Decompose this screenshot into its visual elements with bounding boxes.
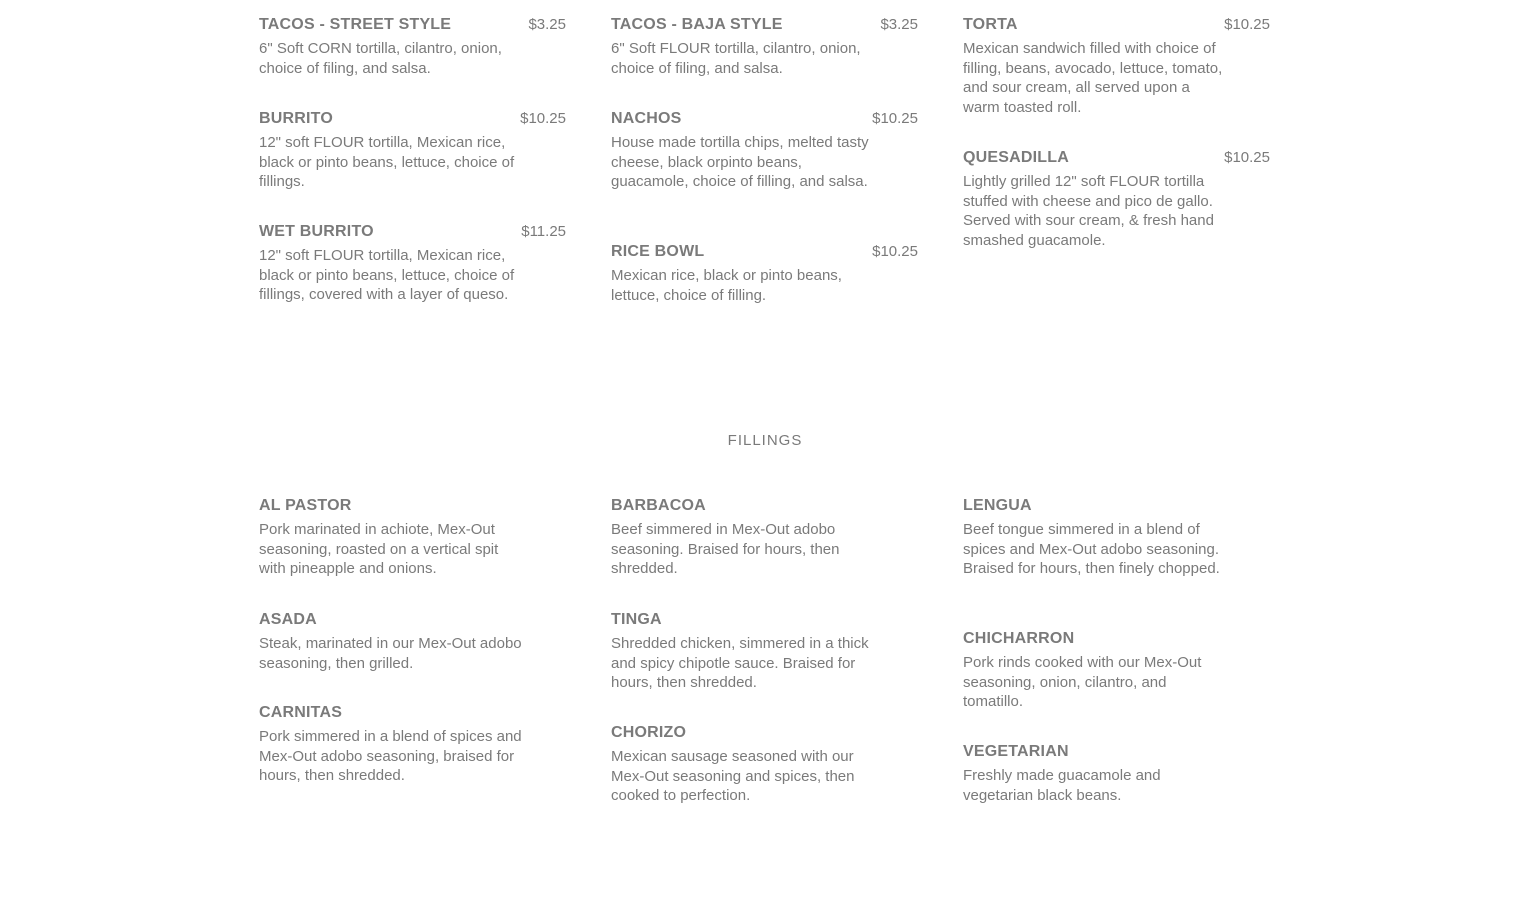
filling-description: Mexican sausage seasoned with our Mex-Out seasoning and spices, then cooked to perfection. <box>611 748 855 805</box>
menu-item-price: $11.25 <box>521 223 566 240</box>
menu-item-name: TACOS - BAJA STYLE <box>611 16 783 33</box>
filling-name: BARBACOA <box>611 497 706 514</box>
menu-item-price: $10.25 <box>520 110 566 127</box>
filling-description: Beef tongue simmered in a blend of spices and Mex-Out adobo seasoning. Braised for hours, then finely chopped. <box>963 521 1220 578</box>
menu-item-description: 12" soft FLOUR tortilla, Mexican rice, black or pinto beans, lettuce, choice of fillings, covered with a layer of queso. <box>259 247 515 304</box>
menu-item-price: $3.25 <box>528 16 566 33</box>
menu-item-description: Mexican sandwich filled with choice of filling, beans, avocado, lettuce, tomato, and sour cream, all served upon a warm toasted roll. <box>963 40 1223 116</box>
menu-item-name: TACOS - STREET STYLE <box>259 16 452 33</box>
menu-item-description: Lightly grilled 12" soft FLOUR tortilla stuffed with cheese and pico de gallo. Served with sour cream, & fresh hand smashed guacamole. <box>963 173 1214 249</box>
menu-item-name: RICE BOWL <box>611 243 705 260</box>
menu-item-name: WET BURRITO <box>259 223 374 240</box>
filling-description: Steak, marinated in our Mex-Out adobo seasoning, then grilled. <box>259 635 522 672</box>
menu-item-name: QUESADILLA <box>963 149 1069 166</box>
menu-item-description: Mexican rice, black or pinto beans, lettuce, choice of filling. <box>611 267 842 304</box>
menu-item-name: NACHOS <box>611 110 682 127</box>
menu-item-name: TORTA <box>963 16 1018 33</box>
filling-description: Freshly made guacamole and vegetarian black beans. <box>963 767 1161 804</box>
menu-item-description: 6" Soft CORN tortilla, cilantro, onion, choice of filing, and salsa. <box>259 40 502 77</box>
menu-item-price: $10.25 <box>1224 149 1270 166</box>
filling-description: Pork rinds cooked with our Mex-Out seasoning, onion, cilantro, and tomatillo. <box>963 654 1202 711</box>
menu-item-price: $10.25 <box>872 110 918 127</box>
filling-description: Pork marinated in achiote, Mex-Out seasoning, roasted on a vertical spit with pineapple and onions. <box>259 521 499 578</box>
filling-name: VEGETARIAN <box>963 743 1069 760</box>
filling-name: CHORIZO <box>611 724 687 741</box>
menu-item-price: $10.25 <box>1224 16 1270 33</box>
filling-name: CARNITAS <box>259 704 343 721</box>
menu-item-price: $3.25 <box>880 16 918 33</box>
menu-item-price: $10.25 <box>872 243 918 260</box>
filling-description: Pork simmered in a blend of spices and Mex-Out adobo seasoning, braised for hours, then shredded. <box>259 728 522 785</box>
menu-item-description: 6" Soft FLOUR tortilla, cilantro, onion, choice of filing, and salsa. <box>611 40 861 77</box>
menu-item-description: 12" soft FLOUR tortilla, Mexican rice, black or pinto beans, lettuce, choice of fillings. <box>259 134 515 191</box>
fillings-section-title: FILLINGS <box>727 432 803 449</box>
filling-description: Beef simmered in Mex-Out adobo seasoning. Braised for hours, then shredded. <box>611 521 840 578</box>
filling-name: TINGA <box>611 611 662 628</box>
filling-name: ASADA <box>259 611 317 628</box>
filling-description: Shredded chicken, simmered in a thick and spicy chipotle sauce. Braised for hours, then shredded. <box>611 635 869 692</box>
menu-item-description: House made tortilla chips, melted tasty cheese, black orpinto beans, guacamole, choice of filling, and salsa. <box>611 134 869 191</box>
filling-name: CHICHARRON <box>963 630 1075 647</box>
filling-name: AL PASTOR <box>259 497 352 514</box>
filling-name: LENGUA <box>963 497 1032 514</box>
menu-item-name: BURRITO <box>259 110 333 127</box>
